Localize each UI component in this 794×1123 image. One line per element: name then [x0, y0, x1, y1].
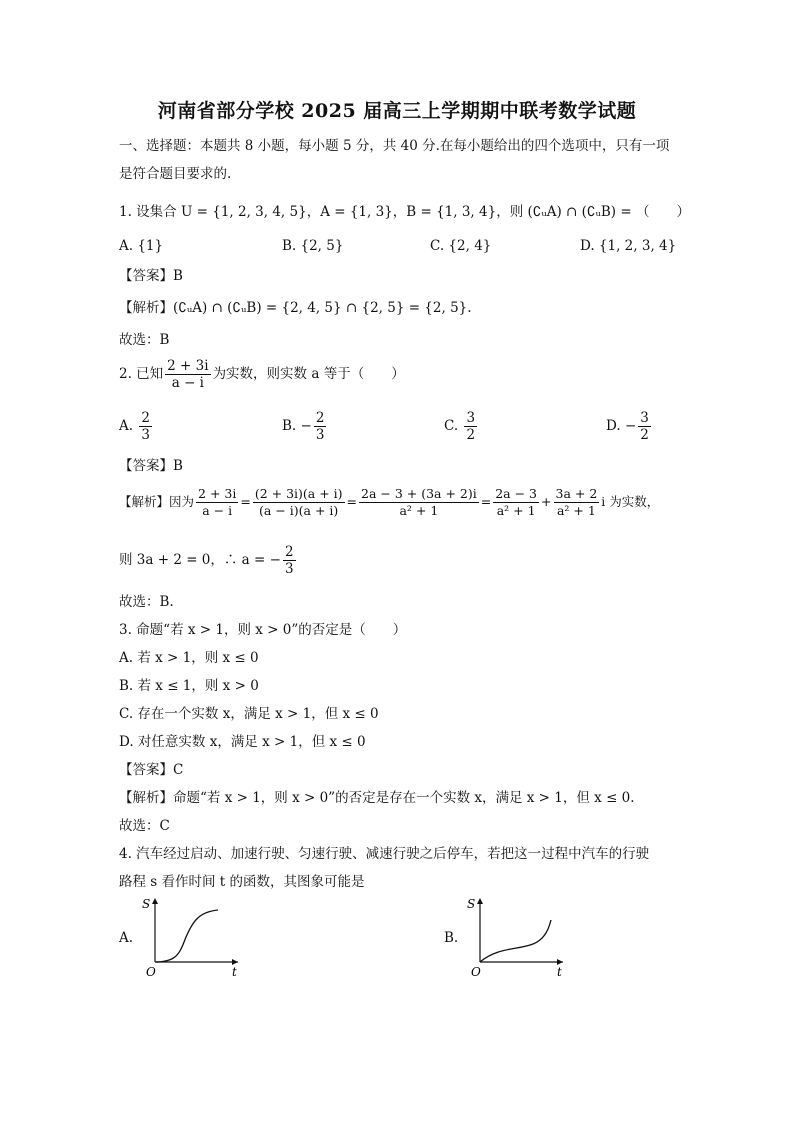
q2-option-a-letter: A. — [119, 418, 134, 434]
q3-stem: 3. 命题“若 x > 1，则 x > 0”的否定是（ ） — [119, 622, 407, 638]
q3-option-a: A. 若 x > 1，则 x ≤ 0 — [119, 650, 259, 666]
q4-graph-b-xlabel: t — [557, 965, 562, 979]
q2-stem-frac-den: a − i — [171, 375, 204, 391]
q4-stem-line1: 4. 汽车经过启动、加速行驶、匀速行驶、减速行驶之后停车，若把这一过程中汽车的行驶 — [119, 846, 650, 862]
q4-stem-line2: 路程 s 看作时间 t 的函数，其图象可能是 — [119, 874, 365, 890]
q3-conclusion: 故选：C — [119, 818, 170, 834]
q2-analysis-frac-3-den: a² + 1 — [399, 503, 439, 518]
q2-option-b-letter: B. — [282, 418, 297, 434]
q1-option-c: C. {2, 4} — [430, 238, 492, 254]
q4-graph-a-xlabel: t — [232, 965, 237, 979]
q1-answer: 【答案】B — [119, 268, 183, 284]
q2-conclusion: 故选：B. — [119, 594, 174, 610]
q1-conclusion: 故选：B — [119, 332, 170, 348]
q2-analysis-frac-2-num: (2 + 3i)(a + i) — [254, 486, 343, 501]
q4-graph-a-y-arrow — [152, 898, 158, 904]
q2-option-a-den: 3 — [141, 427, 150, 443]
q4-graph-b-curve — [480, 920, 551, 962]
section-instructions-line2: 是符合题目要求的. — [119, 166, 232, 182]
q2-analysis-frac-5-num: 3a + 2 — [555, 486, 598, 501]
q2-option-a-fraction — [139, 410, 152, 443]
q2-then-fraction — [283, 544, 296, 577]
q2-stem — [119, 358, 405, 391]
q4-option-b-label: B. — [444, 930, 459, 946]
q2-stem-suffix: 为实数，则实数 a 等于（ ） — [212, 366, 405, 382]
q2-analysis-frac-5-den: a² + 1 — [556, 503, 596, 518]
q2-option-c-fraction — [464, 410, 477, 443]
q2-option-c-letter: C. — [444, 418, 459, 434]
section-instructions-line1: 一、选择题：本题共 8 小题，每小题 5 分，共 40 分.在每小题给出的四个选项中，只有一项 — [119, 138, 670, 154]
q2-analysis-frac-2 — [253, 486, 345, 519]
q2-then-prefix: 则 3a + 2 = 0，∴ a = − — [119, 552, 281, 568]
q2-option-d-sign: − — [624, 418, 637, 434]
q2-option-b-den: 3 — [315, 427, 325, 443]
q3-option-c: C. 存在一个实数 x，满足 x > 1，但 x ≤ 0 — [119, 706, 379, 722]
q2-analysis-frac-1-num: 2 + 3i — [198, 486, 237, 501]
q2-option-c-num: 3 — [466, 410, 476, 426]
q2-option-b-num: 2 — [315, 410, 325, 426]
page-title: 河南省部分学校 2025 届高三上学期期中联考数学试题 — [157, 100, 637, 122]
q2-analysis-frac-4-den: a² + 1 — [496, 503, 536, 518]
q2-option-a — [119, 410, 154, 443]
q2-analysis-frac-4 — [493, 486, 539, 519]
q3-answer: 【答案】C — [119, 762, 184, 778]
q1-option-a: A. {1} — [119, 238, 164, 254]
q2-option-d-num: 3 — [640, 410, 649, 426]
q2-analysis-frac-2-den: (a − i)(a + i) — [259, 503, 339, 518]
q2-analysis-frac-3 — [359, 486, 479, 519]
q2-then-den: 3 — [284, 561, 294, 577]
q4-graph-a — [138, 892, 248, 980]
q2-stem-prefix: 2. 已知 — [119, 366, 164, 382]
q1-option-b: B. {2, 5} — [282, 238, 344, 254]
q3-option-b: B. 若 x ≤ 1，则 x > 0 — [119, 678, 259, 694]
q2-stem-frac-num: 2 + 3i — [167, 358, 209, 374]
q4-graph-b-origin: O — [471, 965, 481, 979]
q2-analysis-frac-4-num: 2a − 3 — [495, 486, 538, 501]
q2-analysis-frac-3-num: 2a − 3 + (3a + 2)i — [361, 486, 477, 501]
q2-analysis-suffix: i 为实数， — [601, 494, 660, 509]
q2-option-b — [282, 410, 328, 443]
q4-graph-a-origin: O — [146, 965, 156, 979]
q2-stem-fraction — [165, 358, 210, 391]
q3-option-d: D. 对任意实数 x，满足 x > 1，但 x ≤ 0 — [119, 734, 366, 750]
q2-option-d-fraction — [638, 410, 651, 443]
q2-option-c-den: 2 — [466, 427, 476, 443]
q2-then-line — [119, 544, 298, 577]
q4-graph-a-curve — [155, 910, 218, 962]
q2-then-num: 2 — [284, 544, 294, 560]
q2-analysis-prefix: 【解析】因为 — [119, 494, 195, 509]
q2-option-c — [444, 410, 479, 443]
q2-analysis-frac-1-den: a − i — [202, 503, 233, 518]
q2-analysis: 【解析】因为 $\frac{2 + 3i}{a - i}$ = $\frac{(2 + 3i)(a + i)}{(a - i)(a + i)}$ = $\frac{2a - 3 + (3a + 2)i}{\text{a² + 1}}$ = $\frac{2a - 3}{\text{a² + 1}}$ + $\frac{3a + 2}{\text{a² + 1}}$ i 为实数， — [119, 486, 660, 518]
q2-option-d-den: 2 — [640, 427, 649, 443]
q2-answer: 【答案】B — [119, 458, 183, 474]
q4-graph-b-y-arrow — [477, 898, 483, 904]
q2-option-d — [606, 410, 653, 443]
q4-option-a-label: A. — [119, 930, 134, 946]
q2-option-a-num: 2 — [141, 410, 150, 426]
q4-graph-b-ylabel: S — [467, 897, 476, 911]
q2-option-b-fraction — [314, 410, 327, 443]
q4-graph-a-ylabel: S — [142, 897, 151, 911]
q1-analysis: 【解析】(∁ᵤA) ∩ (∁ᵤB) = {2, 4, 5} ∩ {2, 5} = {2, 5}. — [119, 300, 472, 316]
q2-option-b-sign: − — [300, 418, 312, 434]
q2-option-d-letter: D. — [606, 418, 621, 434]
q2-analysis-frac-1 — [196, 486, 238, 519]
q1-option-d: D. {1, 2, 3, 4} — [580, 238, 677, 254]
q3-analysis: 【解析】命题“若 x > 1，则 x > 0”的否定是存在一个实数 x，满足 x > 1，但 x ≤ 0. — [119, 790, 635, 806]
q4-graph-b — [463, 892, 573, 980]
q1-stem: 1. 设集合 U = {1, 2, 3, 4, 5}，A = {1, 3}，B = {1, 3, 4}，则 (∁ᵤA) ∩ (∁ᵤB) = （ ） — [119, 204, 690, 220]
q2-analysis-frac-5 — [554, 486, 600, 519]
